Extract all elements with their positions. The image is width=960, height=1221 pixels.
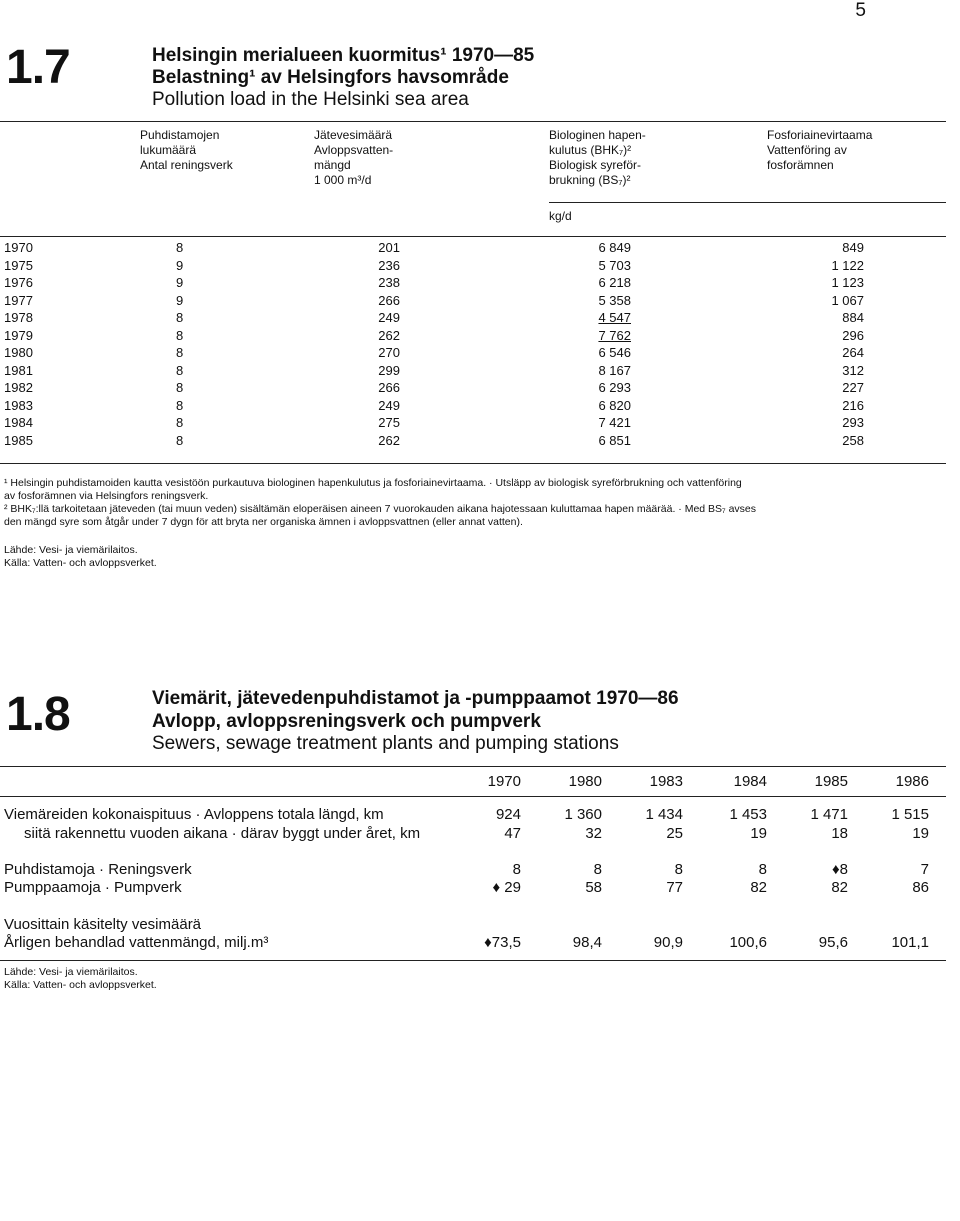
row-value: 90,9 [653, 934, 683, 951]
row-value: ♦73,5 [484, 934, 521, 951]
row-year: 1978 [4, 310, 33, 325]
row-water: 262 [378, 327, 400, 343]
row-phosphorus: 264 [842, 345, 864, 360]
row-water: 249 [378, 397, 400, 413]
row-water: 262 [378, 432, 400, 448]
row-water: 266 [378, 380, 400, 395]
row-year: 1983 [4, 397, 33, 413]
col-header-line: kulutus (BHK₇)² [549, 143, 632, 157]
row-year: 1975 [4, 257, 33, 273]
row-value: 1 434 [645, 806, 683, 823]
row-water: 266 [378, 292, 400, 308]
col-header-line: fosforämnen [767, 158, 834, 172]
table-bottom-rule [0, 463, 946, 464]
col-header-line: mängd [314, 158, 351, 172]
row-bod: 5 703 [598, 257, 631, 273]
top-rule [0, 121, 946, 122]
row-year: 1981 [4, 362, 33, 378]
row-value: 19 [912, 825, 929, 842]
row-bod: 6 849 [598, 240, 631, 255]
col-header-line: Biologinen hapen- [549, 128, 646, 142]
row-label: siitä rakennettu vuoden aikana · därav byggt under året, km [24, 825, 421, 842]
row-phosphorus: 227 [842, 380, 864, 395]
row-plants: 8 [176, 397, 184, 413]
row-water: 201 [378, 240, 400, 255]
row-phosphorus: 1 123 [831, 275, 864, 290]
table-bottom-rule [0, 960, 946, 961]
source-fi: Lähde: Vesi- ja viemärilaitos. [4, 966, 138, 978]
source-fi: Lähde: Vesi- ja viemärilaitos. [4, 544, 138, 556]
row-plants: 9 [176, 257, 184, 273]
row-water: 275 [378, 415, 400, 430]
col-header-phosphorus [767, 128, 872, 173]
row-year: 1970 [4, 240, 33, 255]
table-title-en: Pollution load in the Helsinki sea area [152, 89, 469, 110]
row-value: 8 [512, 861, 521, 878]
row-value: 82 [831, 879, 848, 896]
page-number: 5 [855, 0, 866, 21]
row-bod: 6 218 [598, 275, 631, 290]
row-plants: 8 [176, 362, 184, 378]
col-header-line: Fosforiainevirtaama [767, 128, 873, 142]
row-plants: 8 [176, 310, 184, 325]
table-number: 1.7 [6, 41, 70, 94]
row-value: 1 360 [564, 806, 602, 823]
col-header-water [314, 128, 393, 188]
col-header-line: brukning (BS₇)² [549, 173, 631, 187]
source-sv: Källa: Vatten- och avloppsverket. [4, 557, 157, 569]
year-header: 1983 [649, 773, 683, 790]
footnote-2: ² BHK₇:llä tarkoitetaan jäteveden (tai muun veden) sisältämän eloperäisen aineen 7 vuorokauden aikana hajotessaan kuluttamaa hapen määrää. · Med BS₇ avses [4, 503, 757, 515]
row-bod: 6 820 [598, 397, 631, 413]
row-value: 1 453 [729, 806, 767, 823]
row-year: 1977 [4, 292, 33, 308]
col-header-line: Vattenföring av [767, 143, 847, 157]
row-value: 77 [666, 879, 683, 896]
row-value: 47 [504, 825, 521, 842]
row-plants: 8 [176, 432, 184, 448]
row-year: 1982 [4, 380, 33, 395]
row-label: Viemäreiden kokonaispituus · Avloppens totala längd, km [4, 806, 384, 823]
row-value: 58 [585, 879, 602, 896]
row-value: 95,6 [818, 934, 848, 951]
row-value: 8 [674, 861, 683, 878]
year-header: 1986 [895, 773, 929, 790]
table-title-sv: Belastning¹ av Helsingfors havsområde [152, 67, 509, 88]
top-rule [0, 766, 946, 767]
footnote-1: ¹ Helsingin puhdistamoiden kautta vesistöön purkautuva biologinen hapenkulutus ja fosforiainevirtaama. · Utsläpp av biologisk syreförbrukning och vattenföring [4, 477, 742, 489]
row-value: 8 [758, 861, 767, 878]
year-header: 1980 [568, 773, 602, 790]
table-title-en: Sewers, sewage treatment plants and pumping stations [152, 733, 619, 754]
row-phosphorus: 296 [842, 327, 864, 343]
row-plants: 9 [176, 275, 184, 290]
table-title-fi: Viemärit, jätevedenpuhdistamot ja -pumppaamot 1970—86 [152, 688, 679, 709]
year-header: 1984 [733, 773, 767, 790]
row-phosphorus: 884 [842, 310, 864, 325]
row-value: 82 [750, 879, 767, 896]
col-header-line: Avloppsvatten- [314, 143, 394, 157]
col-header-line: 1 000 m³/d [314, 173, 372, 187]
row-value: 18 [831, 825, 848, 842]
row-bod: 8 167 [598, 362, 631, 378]
year-header: 1985 [814, 773, 848, 790]
row-phosphorus: 1 067 [831, 292, 864, 308]
row-value: 32 [585, 825, 602, 842]
header-bottom-rule [0, 796, 946, 797]
row-plants: 8 [176, 415, 184, 430]
row-year: 1980 [4, 345, 33, 360]
row-year: 1979 [4, 327, 33, 343]
row-bod: 4 547 [598, 310, 631, 325]
row-phosphorus: 258 [842, 432, 864, 448]
footnote-1-cont: av fosforämnen via Helsingfors reningsverk. [4, 490, 209, 502]
row-label: Puhdistamoja · Reningsverk [4, 861, 192, 878]
row-value: 8 [593, 861, 602, 878]
row-value: 7 [920, 861, 929, 878]
row-water: 238 [378, 275, 400, 290]
row-phosphorus: 849 [842, 240, 864, 255]
col-header-line: Antal reningsverk [140, 158, 233, 172]
row-plants: 8 [176, 380, 184, 395]
col-header-line: Puhdistamojen [140, 128, 220, 142]
row-phosphorus: 216 [842, 397, 864, 413]
table-title-sv: Avlopp, avloppsreningsverk och pumpverk [152, 711, 541, 732]
row-phosphorus: 312 [842, 362, 864, 378]
row-label: Vuosittain käsitelty vesimäärä [4, 916, 202, 933]
row-bod: 6 851 [598, 432, 631, 448]
row-water: 236 [378, 257, 400, 273]
header-bottom-rule [0, 236, 946, 237]
row-plants: 9 [176, 292, 184, 308]
row-plants: 8 [176, 327, 184, 343]
table-title-fi: Helsingin merialueen kuormitus¹ 1970—85 [152, 45, 535, 66]
row-water: 249 [378, 310, 400, 325]
row-value: 86 [912, 879, 929, 896]
row-value: ♦ 29 [492, 879, 521, 896]
row-value: 98,4 [572, 934, 602, 951]
row-bod: 7 421 [598, 415, 631, 430]
row-plants: 8 [176, 345, 184, 360]
unit-label: kg/d [549, 209, 572, 223]
year-header: 1970 [487, 773, 521, 790]
row-phosphorus: 293 [842, 415, 864, 430]
row-label: Årligen behandlad vattenmängd, milj.m³ [4, 934, 269, 951]
row-water: 270 [378, 345, 400, 360]
col-header-line: Jätevesimäärä [314, 128, 393, 142]
source-sv: Källa: Vatten- och avloppsverket. [4, 979, 157, 991]
col-header-line: lukumäärä [140, 143, 197, 157]
row-value: 1 471 [810, 806, 848, 823]
row-year: 1976 [4, 275, 33, 290]
col-header-plants [140, 128, 233, 173]
row-bod: 7 762 [598, 327, 631, 343]
row-bod: 6 293 [598, 380, 631, 395]
row-year: 1985 [4, 432, 33, 448]
col-header-line: Biologisk syreför- [549, 158, 642, 172]
col-header-bod [549, 128, 646, 188]
row-value: 19 [750, 825, 767, 842]
row-plants: 8 [176, 240, 184, 255]
row-water: 299 [378, 362, 400, 378]
row-value: 101,1 [891, 934, 929, 951]
table-number: 1.8 [6, 688, 70, 741]
row-bod: 5 358 [598, 292, 631, 308]
row-bod: 6 546 [598, 345, 631, 360]
row-phosphorus: 1 122 [831, 257, 864, 273]
row-value: 1 515 [891, 806, 929, 823]
footnote-2-cont: den mängd syre som åtgår under 7 dygn för att bryta ner organiska ämnen i avloppsvattnen (eller annat vatten). [4, 516, 523, 528]
row-value: 100,6 [729, 934, 767, 951]
row-label: Pumppaamoja · Pumpverk [4, 879, 182, 896]
row-year: 1984 [4, 415, 33, 430]
row-value: ♦8 [832, 861, 848, 878]
row-value: 25 [666, 825, 683, 842]
row-value: 924 [495, 806, 521, 823]
unit-rule [549, 202, 946, 203]
